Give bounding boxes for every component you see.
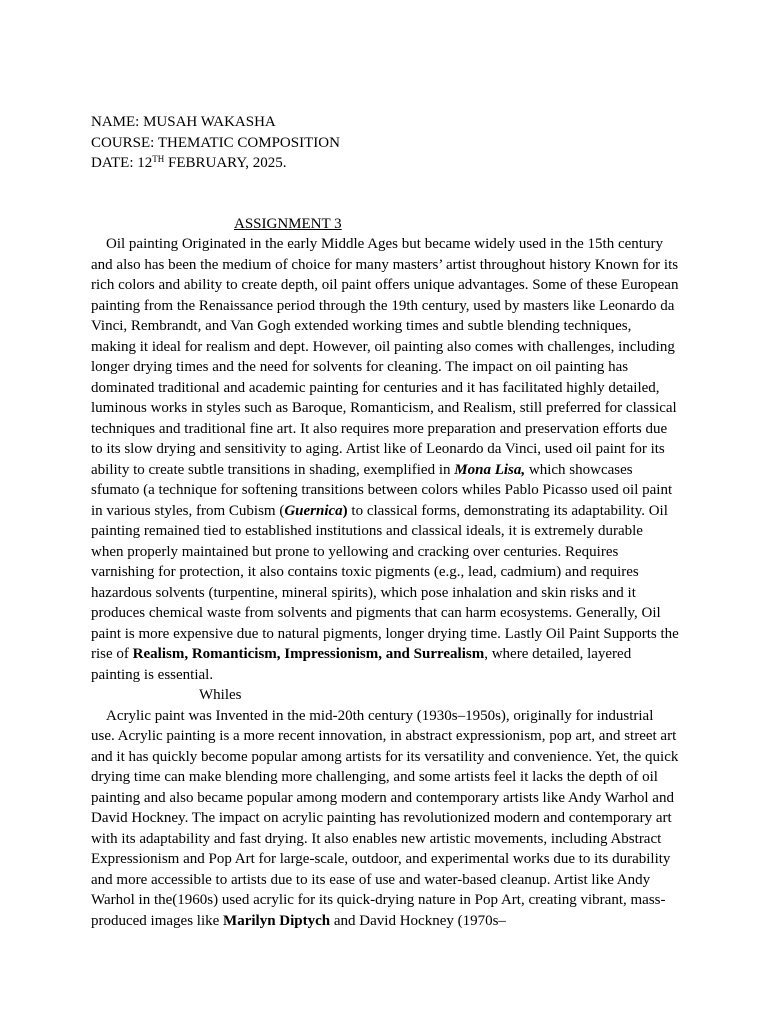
guernica-title: Guernica: [284, 502, 343, 519]
p1-text-1: Oil painting Originated in the early Middle Ages but became widely used in the 15th century and also has been the medium of choice for many masters’ artist throughout history Known for its rich colors and ability to create depth, oil paint offers unique advantages. Some of these European painting from the Renaissance period through the 19th century, used by masters like Leonardo da Vinci, Rembrandt, and Van Gogh extended working times and subtle blending techniques, making it ideal for realism and dept. However, oil painting also comes with challenges, including longer drying times and the need for solvents for cleaning. The impact on oil painting has dominated traditional and academic painting for centuries and it has facilitated highly detailed, luminous works in styles such as Baroque, Romanticism, and Realism, still preferred for classical techniques and traditional fine art. It also requires more preparation and preservation efforts due to its slow drying and sensitivity to aging. Artist like of Leonardo da Vinci, used oil paint for its ability to create subtle transitions in shading, exemplified in: [91, 236, 679, 478]
student-name-text: NAME: MUSAH WAKASHA: [91, 114, 276, 130]
student-name: [91, 112, 340, 133]
date-suffix: FEBRUARY, 2025.: [164, 155, 287, 171]
p2-text-1: Acrylic paint was Invented in the mid-20th century (1930s–1950s), originally for industrial use. Acrylic painting is a more recent innovation, in abstract expressionism, pop art, and street art and it has quickly become popular among artists for its versatility and convenience. Yet, the quick drying time can make blending more challenging, and some artists feel it lacks the depth of oil painting and also became popular among modern and contemporary artists like Andy Warhol and David Hockney. The impact on acrylic painting has revolutionized modern and contemporary art with its adaptability and fast drying. It also enables new artistic movements, including Abstract Expressionism and Pop Art for large-scale, outdoor, and experimental works due to its durability and more accessible to artists due to its ease of use and water-based cleanup. Artist like Andy Warhol in the(1960s) used acrylic for its quick-drying nature in Pop Art, creating vibrant, mass-produced images like: [91, 707, 679, 929]
mona-lisa-title: Mona Lisa,: [454, 461, 526, 478]
paragraph-acrylic-painting: [91, 706, 679, 932]
date-superscript: TH: [152, 154, 165, 164]
submission-date: [91, 153, 340, 174]
p1-text-4: , where detailed, layered painting is essential.: [91, 646, 632, 683]
p2-text-2: and David Hockney (1970s–: [330, 912, 506, 929]
course-name: [91, 133, 340, 154]
course-name-text: COURSE: THEMATIC COMPOSITION: [91, 134, 340, 151]
art-movements: Realism, Romanticism, Impressionism, and Surrealism: [132, 646, 485, 662]
date-prefix: DATE: 12: [91, 155, 153, 171]
student-info-header: [91, 112, 340, 174]
essay-body: [91, 234, 679, 931]
assignment-title: ASSIGNMENT 3: [234, 216, 342, 232]
paragraph-oil-painting: [91, 234, 679, 685]
p1-text-3: to classical forms, demonstrating its adaptability. Oil painting remained tied to established institutions and classical ideals, it is extremely durable when properly maintained but prone to yellowing and cracking over centuries. Requires varnishing for protection, it also contains toxic pigments (e.g., lead, cadmium) and requires hazardous solvents (turpentine, mineral spirits), which pose inhalation and skin risks and it produces chemical waste from solvents and pigments that can harm ecosystems. Generally, Oil paint is more expensive due to natural pigments, longer drying time. Lastly Oil Paint Supports the rise of: [91, 502, 679, 662]
p1-text-2: which showcases sfumato (a technique for softening transitions between colors whiles Pablo Picasso used oil paint in various styles, from Cubism (: [91, 461, 673, 519]
guernica-paren: ): [342, 502, 348, 519]
marilyn-diptych-title: Marilyn Diptych: [223, 912, 331, 929]
transition-word: Whiles: [199, 687, 242, 703]
